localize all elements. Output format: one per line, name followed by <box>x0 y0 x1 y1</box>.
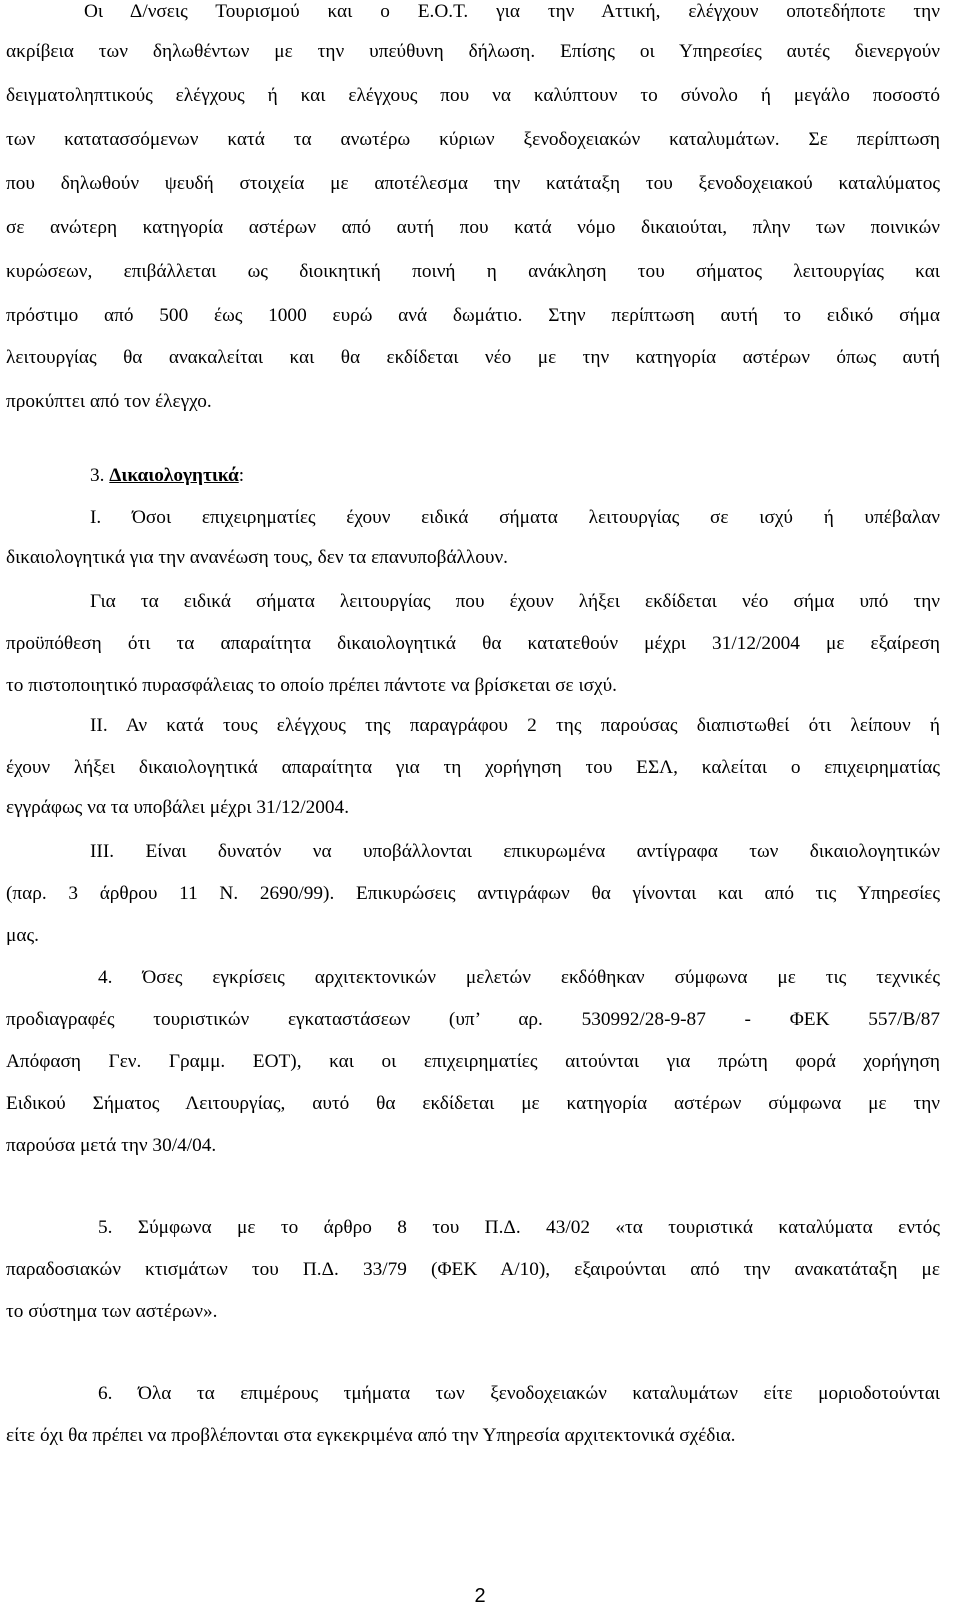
text-line: 6. Όλα τα επιμέρους τμήματα των ξενοδοχειακών καταλυμάτων είτε μοριοδοτούνται <box>98 1383 940 1404</box>
text-line: σε ανώτερη κατηγορία αστέρων από αυτή που κατά νόμο δικαιούται, πλην των ποινικών <box>6 217 940 238</box>
section-colon: : <box>238 465 245 486</box>
section-title: Δικαιολογητικά <box>109 465 239 486</box>
text-line: Ι. Όσοι επιχειρηματίες έχουν ειδικά σήματα λειτουργίας σε ισχύ ή υπέβαλαν <box>90 507 940 528</box>
text-line: 5. Σύμφωνα με το άρθρο 8 του Π.Δ. 43/02 «τα τουριστικά καταλύματα εντός <box>98 1217 940 1238</box>
text-line: ΙΙ. Αν κατά τους ελέγχους της παραγράφου 2 της παρούσας διαπιστωθεί ότι λείπουν ή <box>90 715 940 736</box>
text-line: που δηλωθούν ψευδή στοιχεία με αποτέλεσμα την κατάταξη του ξενοδοχειακού καταλύματος <box>6 173 940 194</box>
section-heading <box>90 464 490 488</box>
text-line: ΙΙΙ. Είναι δυνατόν να υποβάλλονται επικυρωμένα αντίγραφα των δικαιολογητικών <box>90 841 940 862</box>
text-line: των κατατασσόμενων κατά τα ανωτέρω κύριων ξενοδοχειακών καταλυμάτων. Σε περίπτωση <box>6 129 940 150</box>
text-line: εγγράφως να τα υποβάλει μέχρι 31/12/2004. <box>6 797 350 818</box>
text-line: Οι Δ/νσεις Τουρισμού και ο Ε.Ο.Τ. για την Αττική, ελέγχουν οποτεδήποτε την <box>84 1 940 22</box>
text-line: προκύπτει από τον έλεγχο. <box>6 391 212 412</box>
text-line: το σύστημα των αστέρων». <box>6 1301 218 1322</box>
text-line: Για τα ειδικά σήματα λειτουργίας που έχουν λήξει εκδίδεται νέο σήμα υπό την <box>90 591 940 612</box>
text-line: δειγματοληπτικούς ελέγχους ή και ελέγχους που να καλύπτουν το σύνολο ή μεγάλο ποσοστό <box>6 85 940 106</box>
text-line: προδιαγραφές τουριστικών εγκαταστάσεων (υπ’ αρ. 530992/28-9-87 - ΦΕΚ 557/Β/87 <box>6 1009 940 1030</box>
text-line: προϋπόθεση ότι τα απαραίτητα δικαιολογητικά θα κατατεθούν μέχρι 31/12/2004 με εξαίρεση <box>6 633 940 654</box>
text-line: Ειδικού Σήματος Λειτουργίας, αυτό θα εκδίδεται με κατηγορία αστέρων σύμφωνα με την <box>6 1093 940 1114</box>
page-number: 2 <box>474 1585 486 1607</box>
text-line: δικαιολογητικά για την ανανέωση τους, δεν τα επανυποβάλλουν. <box>6 547 508 568</box>
text-line: πρόστιμο από 500 έως 1000 ευρώ ανά δωμάτιο. Στην περίπτωση αυτή το ειδικό σήμα <box>6 305 940 326</box>
text-line: έχουν λήξει δικαιολογητικά απαραίτητα για τη χορήγηση του ΕΣΛ, καλείται ο επιχειρηματίας <box>6 757 940 778</box>
text-line: μας. <box>6 925 39 946</box>
text-line: παρούσα μετά την 30/4/04. <box>6 1135 217 1156</box>
text-line: το πιστοποιητικό πυρασφάλειας το οποίο πρέπει πάντοτε να βρίσκεται σε ισχύ. <box>6 675 617 696</box>
text-line: ακρίβεια των δηλωθέντων με την υπεύθυνη δήλωση. Επίσης οι Υπηρεσίες αυτές διενεργούν <box>6 41 940 62</box>
text-line: (παρ. 3 άρθρου 11 Ν. 2690/99). Επικυρώσεις αντιγράφων θα γίνονται και από τις Υπηρεσίες <box>6 883 940 904</box>
text-line: κυρώσεων, επιβάλλεται ως διοικητική ποινή η ανάκληση του σήματος λειτουργίας και <box>6 261 940 282</box>
text-line: 4. Όσες εγκρίσεις αρχιτεκτονικών μελετών εκδόθηκαν σύμφωνα με τις τεχνικές <box>98 967 940 988</box>
section-number: 3. <box>90 465 105 486</box>
text-line: είτε όχι θα πρέπει να προβλέπονται στα εγκεκριμένα από την Υπηρεσία αρχιτεκτονικά σχέδια. <box>6 1425 736 1446</box>
text-line: Απόφαση Γεν. Γραμμ. ΕΟΤ), και οι επιχειρηματίες αιτούνται για πρώτη φορά χορήγηση <box>6 1051 940 1072</box>
text-line: λειτουργίας θα ανακαλείται και θα εκδίδεται νέο με την κατηγορία αστέρων όπως αυτή <box>6 347 940 368</box>
text-line: παραδοσιακών κτισμάτων του Π.Δ. 33/79 (ΦΕΚ Α/10), εξαιρούνται από την ανακατάταξη με <box>6 1259 940 1280</box>
